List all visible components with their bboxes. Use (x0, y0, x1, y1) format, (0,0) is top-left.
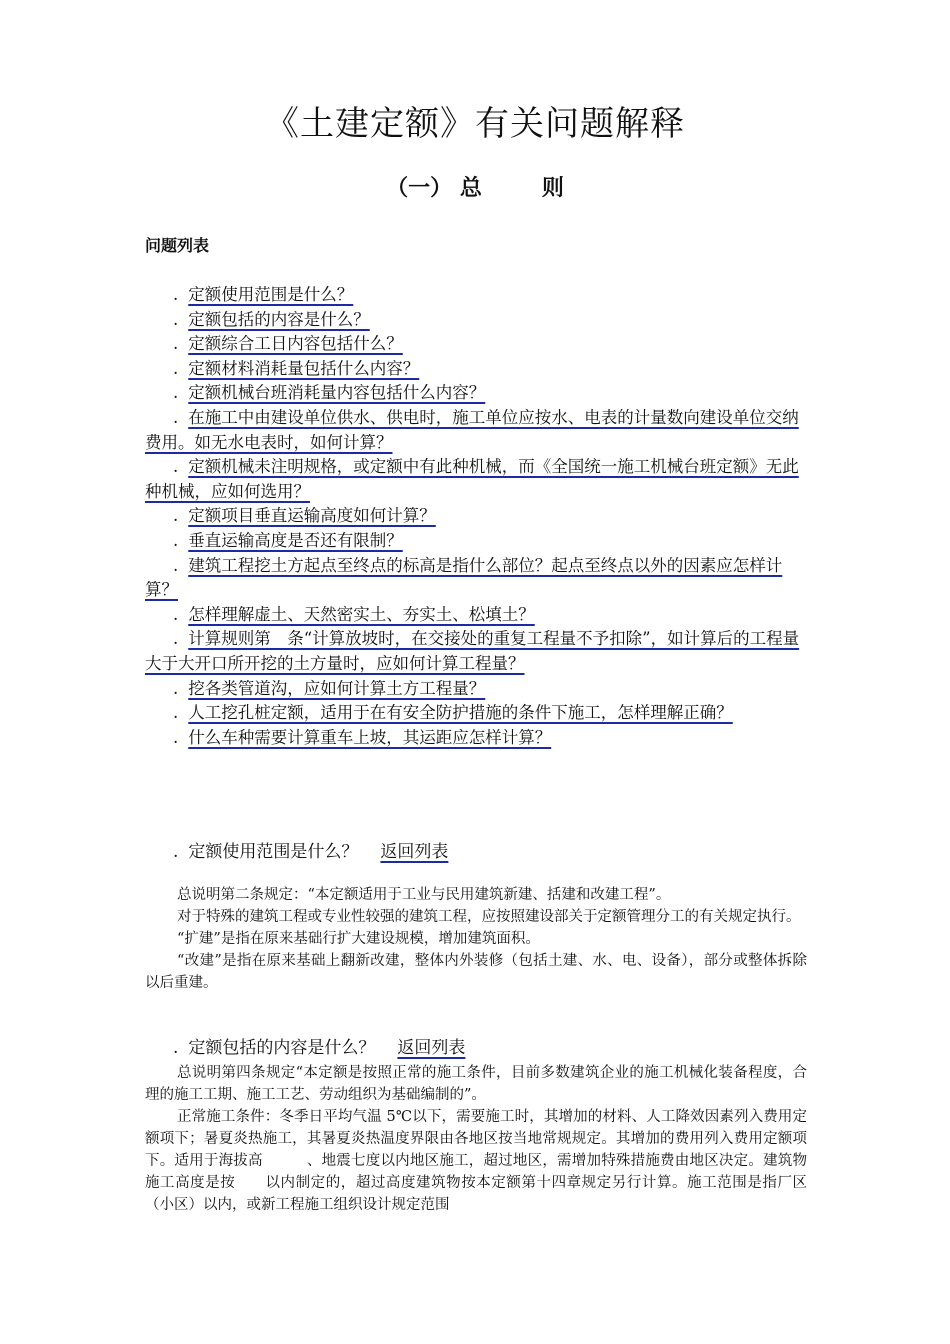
question-link[interactable]: 定额综合工日内容包括什么？ (188, 334, 403, 354)
list-item: . 挖各类管道沟，应如何计算土方工程量？ (173, 678, 486, 698)
answer-section-scope (145, 838, 807, 994)
list-item: . 定额机械未注明规格，或定额中有此种机械，而《全国统一施工机械台班定额》无此种机械，应如何选用？ (145, 457, 799, 501)
list-item: . 定额机械台班消耗量内容包括什么内容？ (173, 383, 486, 403)
back-to-list-link[interactable]: 返回列表 (397, 1038, 466, 1058)
question-link[interactable]: 定额机械台班消耗量内容包括什么内容？ (188, 383, 486, 403)
section-heading-text: 定额使用范围是什么？ (188, 842, 359, 862)
question-list (145, 283, 807, 750)
paragraph: 正常施工条件：冬季日平均气温 5℃以下，需要施工时，其增加的材料、人工降效因素列入费用定额项下；暑夏炎热施工，其暑夏炎热温度界限由各地区按当地常规规定。其增加的费用列入费用定额项下。适用于海拔高 、地震七度以内地区施工，超过地区，需增加特殊措施费由地区决定。建筑物施工高度是按 以内制定的，超过高度建筑物按本定额第十四章规定另行计算。施工范围是指厂区（小区）以内，或新工程施工组织设计规定范围 (145, 1109, 807, 1213)
list-item: . 定额项目垂直运输高度如何计算？ (173, 506, 436, 526)
answer-section-contents (145, 1034, 807, 1216)
list-item: . 在施工中由建设单位供水、供电时，施工单位应按水、电表的计量数向建设单位交纳费用。如无水电表时，如何计算？ (145, 407, 799, 452)
question-link[interactable]: 什么车种需要计算重车上坡，其运距应怎样计算？ (188, 727, 552, 747)
subtitle-right: 则 (541, 176, 564, 201)
list-item: . 定额使用范围是什么？ (173, 285, 354, 304)
question-link[interactable]: 建筑工程挖土方起点至终点的标高是指什么部位？起点至终点以外的因素应怎样计算？ (145, 555, 783, 600)
question-link[interactable]: 垂直运输高度是否还有限制？ (188, 530, 403, 550)
question-link[interactable]: 定额材料消耗量包括什么内容？ (188, 358, 420, 378)
section-heading: . 定额包括的内容是什么？ 返回列表 (173, 1038, 466, 1058)
list-item: . 垂直运输高度是否还有限制？ (173, 530, 403, 550)
section-heading: . 定额使用范围是什么？ 返回列表 (173, 842, 449, 862)
paragraph: “扩建”是指在原来基础行扩大建设规模，增加建筑面积。 (177, 931, 540, 947)
paragraph: “改建”是指在原来基础上翻新改建，整体内外装修（包括土建、水、电、设备），部分或整体拆除以后重建。 (145, 953, 807, 991)
list-item: . 怎样理解虚土、天然密实土、夯实土、松填土？ (173, 604, 535, 624)
list-item: . 建筑工程挖土方起点至终点的标高是指什么部位？起点至终点以外的因素应怎样计算？ (145, 555, 783, 600)
question-link[interactable]: 人工挖孔桩定额，适用于在有安全防护措施的条件下施工，怎样理解正确？ (188, 703, 733, 723)
question-link[interactable]: 计算规则第 条“计算放坡时，在交接处的重复工程量不予扣除”，如计算后的工程量大于大开口所开挖的土方量时，应如何计算工程量？ (145, 629, 800, 673)
paragraph: 总说明第二条规定：“本定额适用于工业与民用建筑新建、括建和改建工程”。 (177, 887, 671, 903)
chapter-subtitle (0, 172, 950, 206)
document-title: 《土建定额》有关问题解释 (265, 104, 685, 144)
list-item: . 定额材料消耗量包括什么内容？ (173, 358, 420, 378)
question-link[interactable]: 怎样理解虚土、天然密实土、夯实土、松填土？ (188, 604, 535, 624)
question-link[interactable]: 定额使用范围是什么？ (188, 285, 354, 304)
back-to-list-link[interactable]: 返回列表 (380, 842, 449, 862)
question-link[interactable]: 挖各类管道沟，应如何计算土方工程量？ (188, 678, 486, 698)
list-item: . 人工挖孔桩定额，适用于在有安全防护措施的条件下施工，怎样理解正确？ (173, 703, 733, 723)
list-item: . 定额包括的内容是什么？ (173, 309, 370, 329)
question-link[interactable]: 在施工中由建设单位供水、供电时，施工单位应按水、电表的计量数向建设单位交纳费用。如无水电表时，如何计算？ (145, 407, 799, 452)
paragraph: 总说明第四条规定“本定额是按照正常的施工条件，目前多数建筑企业的施工机械化装备程度，合理的施工工期、施工工艺、劳动组织为基础编制的”。 (145, 1065, 807, 1103)
section-heading-text: 定额包括的内容是什么？ (188, 1038, 376, 1058)
paragraph: 对于特殊的建筑工程或专业性较强的建筑工程，应按照建设部关于定额管理分工的有关规定执行。 (177, 909, 801, 925)
question-list-heading: 问题列表 (145, 236, 210, 255)
subtitle-left: （一） 总 (386, 176, 482, 201)
question-link[interactable]: 定额包括的内容是什么？ (188, 309, 370, 329)
list-item: . 什么车种需要计算重车上坡，其运距应怎样计算？ (173, 727, 552, 747)
list-item: . 定额综合工日内容包括什么？ (173, 334, 403, 354)
question-link[interactable]: 定额机械未注明规格，或定额中有此种机械，而《全国统一施工机械台班定额》无此种机械，应如何选用？ (145, 457, 799, 501)
question-link[interactable]: 定额项目垂直运输高度如何计算？ (188, 506, 436, 526)
list-item: . 计算规则第 条“计算放坡时，在交接处的重复工程量不予扣除”，如计算后的工程量大于大开口所开挖的土方量时，应如何计算工程量？ (145, 629, 800, 673)
